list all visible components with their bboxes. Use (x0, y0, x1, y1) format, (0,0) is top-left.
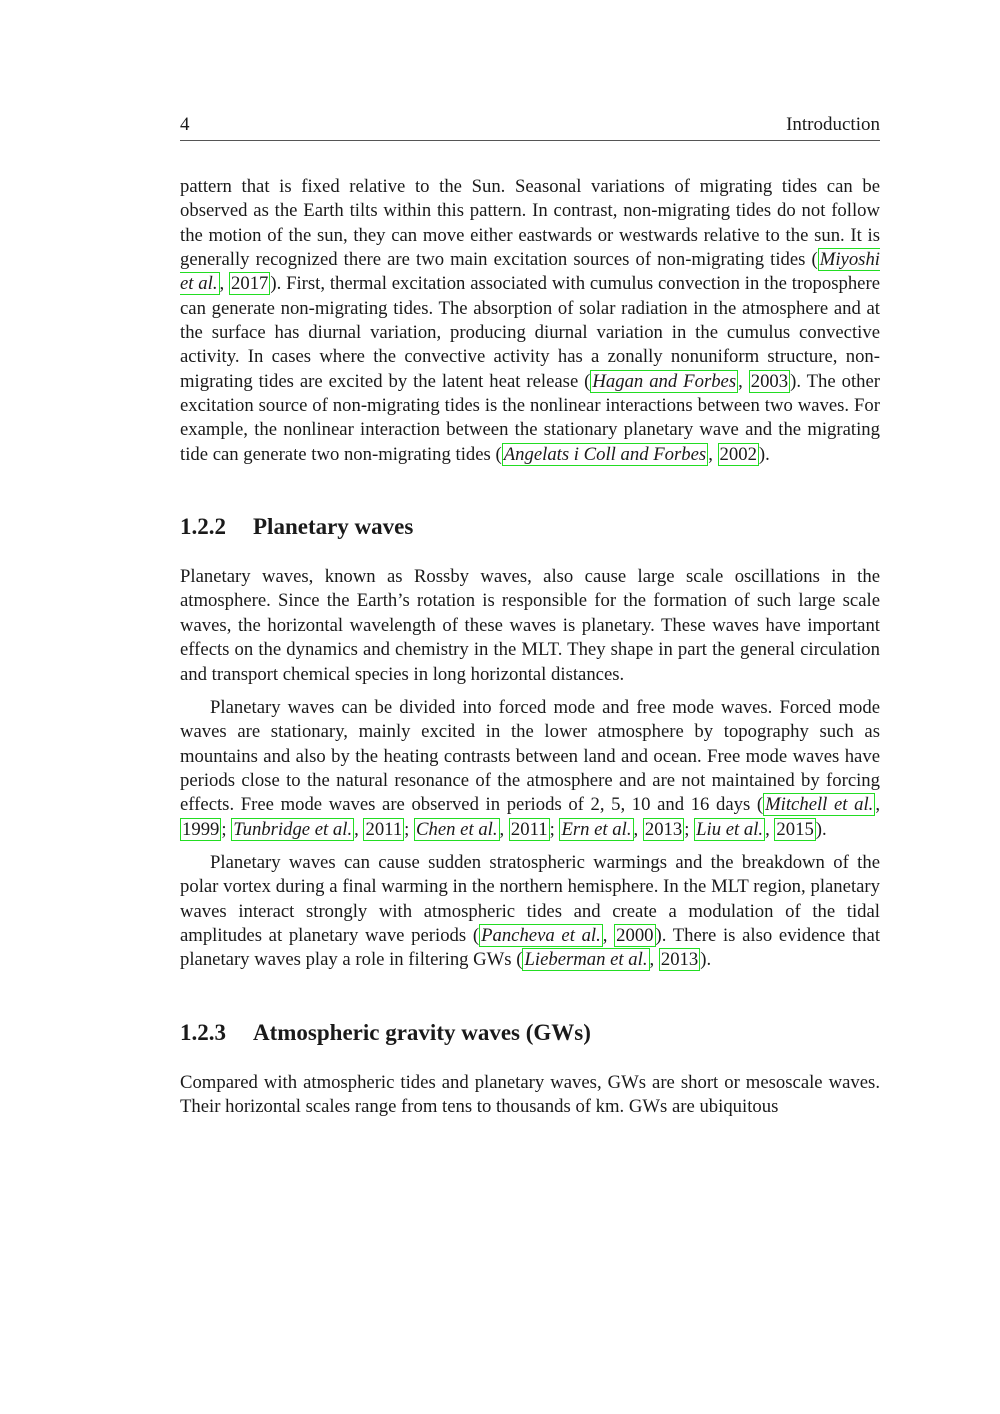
section-heading-gravity-waves (180, 1019, 880, 1047)
citation-year-link[interactable]: 2002 (719, 443, 757, 465)
citation-year-link[interactable]: 2011 (365, 818, 403, 840)
paragraph-planetary-intro: Planetary waves, known as Rossby waves, also cause large scale oscillations in the atmosphere. Since the Earth’s rotation is responsible for the formation of such large scale waves, the horizontal wavelength of these waves is planetary. These waves have important effects on the dynamics and chemistry in the MLT. They shape in part the general circulation and transport chemical species in long horizontal distances. (180, 566, 880, 685)
citation-year-link[interactable]: 2000 (616, 924, 654, 946)
page-body (180, 175, 880, 1119)
citation-link[interactable]: Ern et al. (561, 818, 632, 840)
page-number: 4 (180, 114, 190, 135)
section-number: 1.2.2 (180, 514, 226, 540)
citation-link[interactable]: Tunbridge et al. (233, 818, 353, 840)
page-header (180, 114, 880, 141)
section-number: 1.2.3 (180, 1019, 226, 1045)
paragraph-planetary-effects: Planetary waves can cause sudden stratospheric warmings and the breakdown of the polar vortex during a final warming in the northern hemisphere. In the MLT region, planetary waves interact strongly with atmospheric tides and create a modulation of the tidal amplitudes at planetary wave periods ( Pancheva et al. , 2000 ). There is also evidence that planetary waves play a role in filtering GWs ( Lieberman et al. , 2013 ). (180, 851, 881, 971)
citation-year-link[interactable]: 2011 (510, 818, 548, 840)
citation-link[interactable]: Hagan and Forbes (592, 370, 737, 392)
citation-year-link[interactable]: 2017 (231, 273, 269, 295)
section-title: Planetary waves (253, 514, 414, 540)
citation-link[interactable]: Lieberman et al. (524, 949, 648, 971)
section-heading-planetary-waves (180, 513, 880, 541)
citation-link[interactable]: Mitchell et al. (765, 794, 874, 816)
citation-year-link[interactable]: 2013 (660, 949, 699, 971)
citation-year-link[interactable]: 2015 (776, 818, 814, 840)
citation-link[interactable]: Miyoshi et al. (180, 249, 880, 295)
paragraph-planetary-modes: Planetary waves can be divided into forced mode and free mode waves. Forced mode waves are stationary, mainly excited in the lower atmosphere by topography such as mountains and also by the heating contrasts between land and ocean. Free mode waves have periods close to the natural resonance of the atmosphere and are not maintained by forcing effects. Free mode waves are observed in periods of 2, 5, 10 and 16 days ( Mitchell et al. , 1999 ; Tunbridge et al. , 2011 ; Chen et al. , 2011 ; Ern et al. , 2013 ; Liu et al. , 2015 ). (180, 696, 880, 840)
running-title: Introduction (786, 114, 880, 135)
paragraph-tides: pattern that is fixed relative to the Sun. Seasonal variations of migrating tides can be observed as the Earth tilts within this pattern. In contrast, non-migrating tides do not follow the motion of the sun, they can move either eastwards or westwards relative to the sun. It is generally recognized there are two main excitation sources of non-migrating tides ( Miyoshi et al. , 2017 ). First, thermal excitation associated with cumulus convection in the troposphere can generate non-migrating tides. The absorption of solar radiation in the atmosphere and at the surface has diurnal variation, producing diurnal variation in the cumulus convective activity. In cases where the convective activity has a zonally nonuniform structure, non-migrating tides are excited by the latent heat release ( Hagan and Forbes , 2003 ). The other excitation source of non-migrating tides is the nonlinear interactions between two waves. For example, the nonlinear interaction between the stationary planetary wave and the migrating tide can generate two non-migrating tides ( Angelats i Coll and Forbes , 2002 ). (180, 176, 880, 465)
citation-link[interactable]: Liu et al. (696, 818, 764, 840)
citation-year-link[interactable]: 1999 (182, 818, 220, 840)
citation-link[interactable]: Angelats i Coll and Forbes (503, 443, 707, 465)
citation-year-link[interactable]: 2013 (644, 818, 683, 840)
paragraph-gravity-waves: Compared with atmospheric tides and planetary waves, GWs are short or mesoscale waves. Their horizontal scales range from tens to thousands of km. GWs are ubiquitous (180, 1071, 880, 1117)
citation-link[interactable]: Chen et al. (416, 818, 498, 840)
section-title: Atmospheric gravity waves (GWs) (253, 1019, 591, 1045)
citation-year-link[interactable]: 2003 (750, 370, 789, 392)
citation-link[interactable]: Pancheva et al. (481, 924, 601, 946)
